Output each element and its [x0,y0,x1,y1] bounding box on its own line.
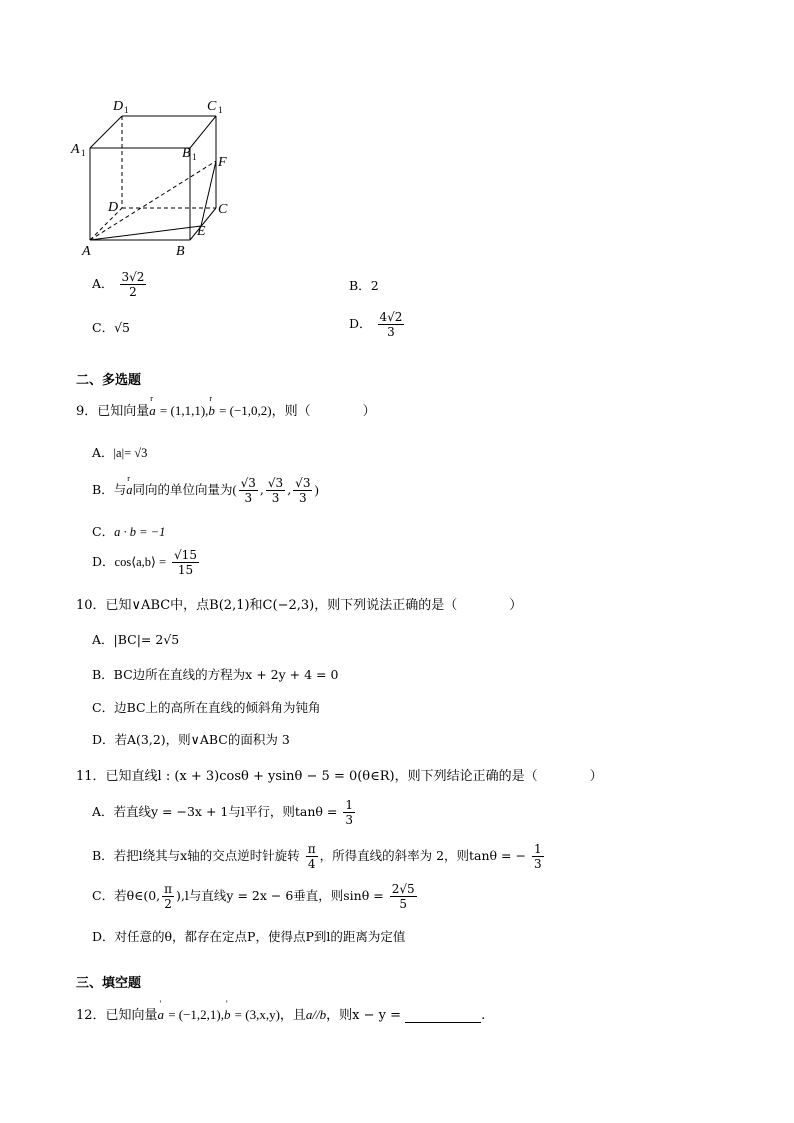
q10-option-c: C．边BC上的高所在直线的倾斜角为钝角 [92,700,321,715]
q11-option-a [92,798,357,827]
q9-b-f1n: √3 [240,476,256,490]
q9-b-label: B． [92,482,114,497]
q10-stem: 10．已知∨ABC中，点B(2,1)和C(−2,3)，则下列说法正确的是（ ） [76,598,523,613]
q9-option-c [92,522,165,540]
q9-a-label: A． [92,445,114,460]
q9-vec-b: r b [208,403,215,418]
q8-a-label: A． [92,276,114,291]
q10-option-b: B．BC边所在直线的方程为x + 2y + 4 = 0 [92,667,339,682]
q8-a-den: 2 [129,285,137,299]
q11-a-num: 1 [345,798,353,812]
label-D1: D [113,99,124,114]
q9-b-f1d: 3 [244,491,253,505]
q12-vec-a: ' a [158,1007,165,1022]
q12-mid: ，且 [279,1008,306,1023]
q9-c-label: C． [92,524,115,539]
q10-option-d: D．若A(3,2)，则∨ABC的面积为 3 [92,732,290,747]
q12-pre: 12．已知向量 [76,1008,158,1023]
q9-b-mid: 同向的单位向量为 [132,482,233,497]
q8-b-value: 2 [370,278,379,293]
q9-b-frac2 [266,476,285,505]
q9-a-value: |a|= √3 [113,446,148,460]
q9-b-f3d: 3 [298,491,307,505]
q11-b-fn: π [307,842,316,856]
q8-d-den: 3 [387,325,395,339]
section-title-multiple-choice: 二、多选题 [76,373,142,388]
q8-c-label: C． [92,320,115,335]
label-D1-sub: 1 [124,105,129,115]
q9-b-eq: = (−1,0,2) [219,403,272,418]
q9-a-eq: = (1,1,1), [159,403,209,418]
q8-d-num: 4√2 [379,310,403,324]
q8-c-value: √5 [114,320,130,335]
q9-c-value: a · b = −1 [114,525,166,539]
q11-b-pi-frac [306,842,318,871]
q9-vec-a: r a [149,403,156,418]
q12-answer-blank[interactable] [405,1009,481,1023]
q11-option-c [92,882,419,911]
q9-b-pre: 与 [113,482,127,497]
label-B1: B [182,146,191,161]
q11-b-den: 3 [533,857,542,871]
q10-option-a: A．|BC|= 2√5 [92,632,180,647]
q8-b-label: B． [349,278,371,293]
q11-c-int-pre: (0, [143,888,161,903]
q9-option-d [92,548,201,577]
q11-c-den: 5 [399,897,407,911]
q11-b-num: 1 [533,842,542,856]
section-title-fill-blank: 三、填空题 [76,976,142,991]
q9-b-frac1 [239,476,258,505]
q11-b-pre: B．若把l绕其与x轴的交点逆时针旋转 [92,848,300,863]
q8-a-frac [120,270,147,299]
q8-option-a [92,270,148,299]
label-C1: C [207,99,217,114]
q9-option-a [92,443,147,461]
label-B: B [176,244,185,259]
q11-a-pre: A．若直线y = −3x + 1与l平行，则tanθ = [92,804,338,819]
q11-option-b [92,842,546,871]
q8-option-b [349,276,379,294]
q11-a-frac [343,798,355,827]
label-A1-sub: 1 [81,148,86,158]
label-F: F [218,155,227,170]
q12-stem [76,1004,485,1023]
q11-c-mid: ,l与直线y = 2x − 6垂直，则sinθ = [180,888,384,903]
q12-vec-b: ' b [224,1007,231,1022]
q9-d-pre: cos⟨a,b⟩ = [114,555,167,569]
q11-a-den: 3 [345,813,353,827]
label-C: C [218,202,228,217]
q11-option-d: D．对任意的θ，都存在定点P，使得点P到l的距离为定值 [92,929,406,944]
q9-stem-pre: 9．已知向量 [76,404,150,419]
q12-parallel: a//b [305,1007,327,1022]
label-B1-sub: 1 [192,152,197,162]
q9-d-label: D． [92,554,115,569]
q11-c-int-n: π [164,882,173,896]
q11-c-pre: C．若θ∈ [92,888,144,903]
q11-c-frac [390,882,417,911]
label-A: A [82,244,91,259]
q12-end: . [481,1008,486,1023]
q8-d-frac [378,310,405,339]
label-C1-sub: 1 [218,105,223,115]
q9-b-f2n: √3 [267,476,284,490]
q11-c-int-post: ) [176,888,181,903]
q9-stem [76,400,376,419]
q9-option-b: B．与r a同向的单位向量为( $\frac{√3}{3}$ , $\frac{√3}{3}$ , $\frac{√3}{3}$ ) [92,476,319,505]
q12-a-eq: = (−1,2,1), [168,1007,225,1022]
cube-figure [70,95,240,260]
q11-c-int-d: 2 [164,897,172,911]
q9-b-f2d: 3 [271,491,280,505]
q12-b-eq: = (3,x,y) [234,1007,280,1022]
q11-b-frac [532,842,544,871]
q9-b-frac3 [293,476,312,505]
q11-b-fd: 4 [307,857,316,871]
label-A1: A [71,142,80,157]
q9-d-frac [172,548,199,577]
q8-option-d [349,310,406,339]
q8-d-label: D． [349,316,372,331]
label-E: E [197,224,206,239]
label-D: D [108,200,119,215]
q11-b-mid: ，所得直线的斜率为 2，则tanθ = − [319,848,526,863]
q11-c-int-frac [162,882,174,911]
q9-stem-post: ，则（ ） [271,404,376,419]
q11-stem: 11．已知直线l : (x + 3)cosθ + ysinθ − 5 = 0(θ∈R)，则下列结论正确的是（ ） [76,769,603,784]
q11-c-num: 2√5 [391,882,415,896]
q9-d-num: √15 [174,548,197,562]
q9-d-den: 15 [177,563,194,577]
q9-b-f3n: √3 [295,476,311,490]
q8-a-num: 3√2 [121,270,145,284]
q8-option-c [92,318,130,336]
q9-b-vec-a: r a [126,483,132,497]
q12-post: ，则x − y = [326,1008,402,1023]
